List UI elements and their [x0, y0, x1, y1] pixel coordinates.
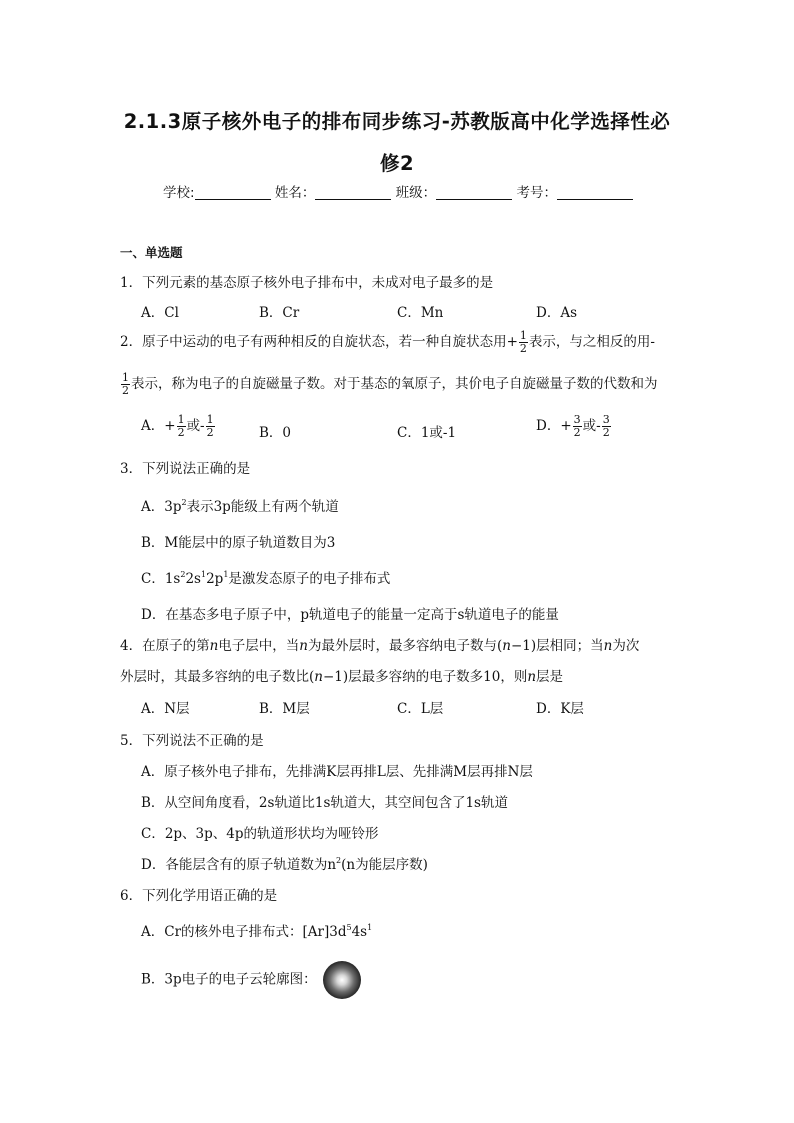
class-blank[interactable] [436, 185, 512, 200]
q2-a-mid: 或- [186, 418, 205, 434]
q6-option-b[interactable] [141, 961, 361, 999]
q3-a-pre: A．3p [141, 499, 182, 515]
q3-c-pre: C．1s [141, 571, 181, 587]
q3-c-mid1: 2s [185, 571, 201, 587]
frac-den: 2 [519, 342, 527, 355]
q6-a-mid: 4s [351, 924, 368, 940]
q5-option-a[interactable]: A．原子核外电子排布，先排满K层再排L层、先排满M层再排N层 [141, 764, 533, 780]
student-info-row [163, 181, 633, 201]
frac-den: 2 [206, 426, 214, 439]
frac-num: 1 [206, 413, 214, 426]
q2-option-c[interactable]: C．1或-1 [397, 425, 457, 441]
q5-d-post: (n为能层序数) [341, 857, 428, 873]
frac-num: 3 [573, 413, 581, 426]
q5-d-sup: 2 [336, 856, 342, 865]
fraction-half [206, 414, 215, 439]
q4-l2-a: 外层时，其最多容纳的电子数比( [120, 669, 315, 685]
q4-l1-d: −1)层相同；当 [510, 638, 604, 654]
q4-var-n: n [502, 638, 511, 654]
q6-option-a[interactable] [141, 920, 372, 940]
q1-option-b[interactable]: B．Cr [259, 305, 300, 321]
q4-l1-b: 电子层中，当 [218, 638, 300, 654]
q3-c-post: 是激发态原子的电子排布式 [228, 571, 391, 587]
q6-stem: 6．下列化学用语正确的是 [120, 888, 278, 904]
frac-den: 2 [573, 426, 581, 439]
q3-c-sup3: 1 [223, 570, 229, 579]
q2-stem-line1 [120, 330, 655, 355]
name-label: 姓名： [274, 185, 316, 201]
q1-stem: 1．下列元素的基态原子核外电子排布中，未成对电子最多的是 [120, 275, 494, 291]
q4-stem-line2 [120, 665, 563, 685]
q4-stem-line1 [120, 634, 639, 654]
q3-stem: 3．下列说法正确的是 [120, 461, 251, 477]
q2-stem-part-c: 表示，称为电子的自旋磁量子数。对于基态的氧原子，其价电子自旋磁量子数的代数和为 [131, 376, 658, 392]
q2-d-mid: 或- [582, 418, 601, 434]
fraction-three-halves [602, 414, 611, 439]
frac-num: 1 [122, 371, 129, 384]
q3-option-b[interactable]: B．M能层中的原子轨道数目为3 [141, 535, 336, 551]
frac-den: 2 [602, 426, 610, 439]
q5-stem: 5．下列说法不正确的是 [120, 733, 264, 749]
frac-num: 1 [177, 413, 185, 426]
q4-l2-b: −1)层最多容纳的电子数多10，则 [322, 669, 528, 685]
exam-number-label: 考号： [516, 185, 557, 201]
q4-var-n: n [603, 638, 613, 654]
q4-l1-e: 为次 [612, 638, 640, 654]
q6-a-sup2: 1 [367, 923, 373, 932]
q4-option-d[interactable]: D．K层 [536, 701, 584, 717]
q1-option-c[interactable]: C．Mn [397, 305, 444, 321]
q6-a-pre: A．Cr的核外电子排布式：[Ar]3d [141, 924, 347, 940]
q3-option-c[interactable] [141, 567, 390, 587]
exam-number-blank[interactable] [557, 185, 633, 200]
school-label: 学校: [163, 185, 195, 201]
electron-cloud-sphere-image [323, 961, 361, 999]
q4-l1-c: 为最外层时，最多容纳电子数与( [308, 638, 503, 654]
q5-option-b[interactable]: B．从空间角度看，2s轨道比1s轨道大，其空间包含了1s轨道 [141, 795, 508, 811]
q2-stem-part-a: 2．原子中运动的电子有两种相反的自旋状态，若一种自旋状态用+ [120, 334, 518, 350]
q5-option-c[interactable]: C．2p、3p、4p的轨道形状均为哑铃形 [141, 826, 379, 842]
q4-var-n: n [299, 638, 308, 654]
q6-b-text: B．3p电子的电子云轮廓图： [141, 971, 317, 988]
q4-var-n: n [527, 669, 537, 685]
q2-option-b[interactable]: B．0 [259, 425, 292, 441]
q3-c-mid2: 2p [206, 571, 224, 587]
fraction-three-halves [573, 414, 582, 439]
q1-option-d[interactable]: D．As [536, 305, 578, 321]
fraction-half [519, 330, 528, 355]
q2-option-a[interactable] [141, 414, 216, 439]
document-title-line2: 修2 [379, 152, 415, 175]
school-blank[interactable] [195, 185, 271, 200]
q4-l1-a: 4．在原子的第 [120, 638, 210, 654]
q5-d-pre: D．各能层含有的原子轨道数为n [141, 857, 337, 873]
fraction-half [177, 414, 186, 439]
q2-a-prefix: A．+ [141, 418, 176, 434]
q4-option-a[interactable]: A．N层 [141, 701, 190, 717]
fraction-half [121, 372, 130, 397]
q4-option-c[interactable]: C．L层 [397, 701, 444, 717]
q4-l2-c: 层是 [536, 669, 564, 685]
section-heading: 一、单选题 [120, 245, 183, 260]
q3-a-sup: 2 [181, 498, 187, 507]
name-blank[interactable] [315, 185, 391, 200]
q2-option-d[interactable] [536, 414, 612, 439]
q2-d-prefix: D．+ [536, 418, 572, 434]
frac-num: 1 [519, 329, 527, 342]
q4-var-n: n [209, 638, 219, 654]
q4-var-n: n [314, 669, 323, 685]
q6-a-sup1: 5 [346, 923, 352, 932]
frac-num: 3 [602, 413, 610, 426]
q3-option-d[interactable]: D．在基态多电子原子中，p轨道电子的能量一定高于s轨道电子的能量 [141, 607, 559, 623]
class-label: 班级： [395, 185, 437, 201]
q3-option-a[interactable] [141, 495, 339, 515]
document-title-line1: 2.1.3原子核外电子的排布同步练习-苏教版高中化学选择性必 [123, 110, 671, 133]
q3-a-post: 表示3p能级上有两个轨道 [186, 499, 339, 515]
q1-option-a[interactable]: A．Cl [141, 305, 179, 321]
frac-den: 2 [122, 384, 129, 397]
q2-stem-line2 [120, 372, 658, 397]
frac-den: 2 [177, 426, 185, 439]
q2-stem-part-b: 表示，与之相反的用- [528, 334, 655, 350]
q4-option-b[interactable]: B．M层 [259, 701, 310, 717]
q5-option-d[interactable] [141, 853, 428, 873]
q3-c-sup1: 2 [180, 570, 186, 579]
q3-c-sup2: 1 [200, 570, 207, 579]
